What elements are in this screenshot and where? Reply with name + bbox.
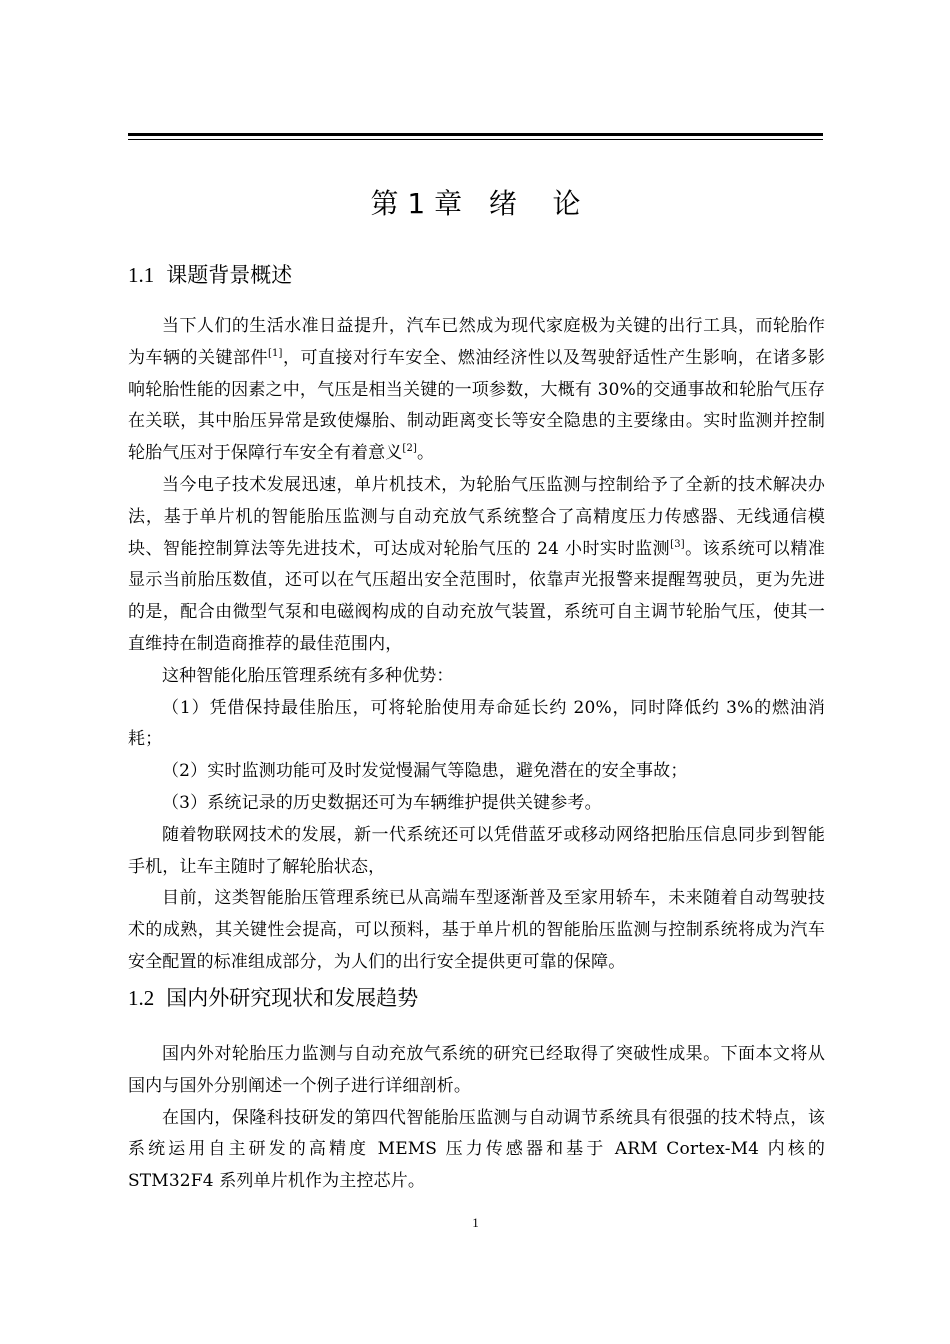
list-item: （2）实时监测功能可及时发觉慢漏气等隐患，避免潜在的安全事故； [162,761,688,782]
paragraph: 这种智能化胎压管理系统有多种优势： [162,665,454,686]
paragraph: 当今电子技术发展迅速，单片机技术，为轮胎气压监测与控制给予了全新的技术解决办法，基于单片机的智能胎压监测与自动充放气系统整合了高精度压力传感器、无线通信模块、智能控制算法等先进技术，可达成对轮胎气压的 24 小时实时监测[3]。该系统可以精准显示当前胎压数值，还可以在气压超出安全范围时，依靠声光报警来提醒驾驶员，更为先进的是，配合由微型气泵和电磁阀构成的自动充放气装置，系统可自主调节轮胎气压，使其一直维持在制造商推荐的最佳范围内， [128,474,825,654]
section-title-text: 课题背景概述 [166,263,293,287]
list-item: （3）系统记录的历史数据还可为车辆维护提供关键参考。 [162,792,602,813]
citation-ref: [1] [267,347,283,359]
list-item: （1）凭借保持最佳胎压，可将轮胎使用寿命延长约 20%，同时降低约 3%的燃油消耗； [128,697,825,750]
paragraph: 目前，这类智能胎压管理系统已从高端车型逐渐普及至家用轿车，未来随着自动驾驶技术的成熟，其关键性会提高，可以预料，基于单片机的智能胎压监测与控制系统将成为汽车安全配置的标准组成部分，为人们的出行安全提供更可靠的保障。 [128,888,825,972]
paragraph: 在国内，保隆科技研发的第四代智能胎压监测与自动调节系统具有很强的技术特点，该系统运用自主研发的高精度 MEMS 压力传感器和基于 ARM Cortex-M4 内核的 STM32F4 系列单片机作为主控芯片。 [128,1107,825,1192]
section-heading-1-1 [128,260,292,290]
chapter-title: 第 1 章 绪 论 [370,187,581,220]
page-number: 1 [472,1215,479,1230]
paragraph: 国内外对轮胎压力监测与自动充放气系统的研究已经取得了突破性成果。下面本文将从国内与国外分别阐述一个例子进行详细剖析。 [128,1044,825,1096]
section-body-1-1 [128,311,825,979]
section-number: 1.1 [128,263,155,287]
paragraph: 当下人们的生活水准日益提升，汽车已然成为现代家庭极为关键的出行工具，而轮胎作为车辆的关键部件[1]，可直接对行车安全、燃油经济性以及驾驶舒适性产生影响，在诸多影响轮胎性能的因素之中，气压是相当关键的一项参数，大概有 30%的交通事故和轮胎气压存在关联，其中胎压异常是致使爆胎、制动距离变长等安全隐患的主要缘由。实时监测并控制轮胎气压对于保障行车安全有着意义[2]。 [128,316,826,464]
section-body-1-2 [128,1039,825,1198]
section-number: 1.2 [128,986,155,1010]
paragraph: 随着物联网技术的发展，新一代系统还可以凭借蓝牙或移动网络把胎压信息同步到智能手机，让车主随时了解轮胎状态， [128,824,825,877]
header-rule-thin [128,139,823,140]
section-heading-1-2 [128,983,418,1013]
header-rule-thick [128,133,823,136]
section-title-text: 国内外研究现状和发展趋势 [166,986,419,1010]
citation-ref: [3] [670,538,685,550]
citation-ref: [2] [402,443,418,455]
